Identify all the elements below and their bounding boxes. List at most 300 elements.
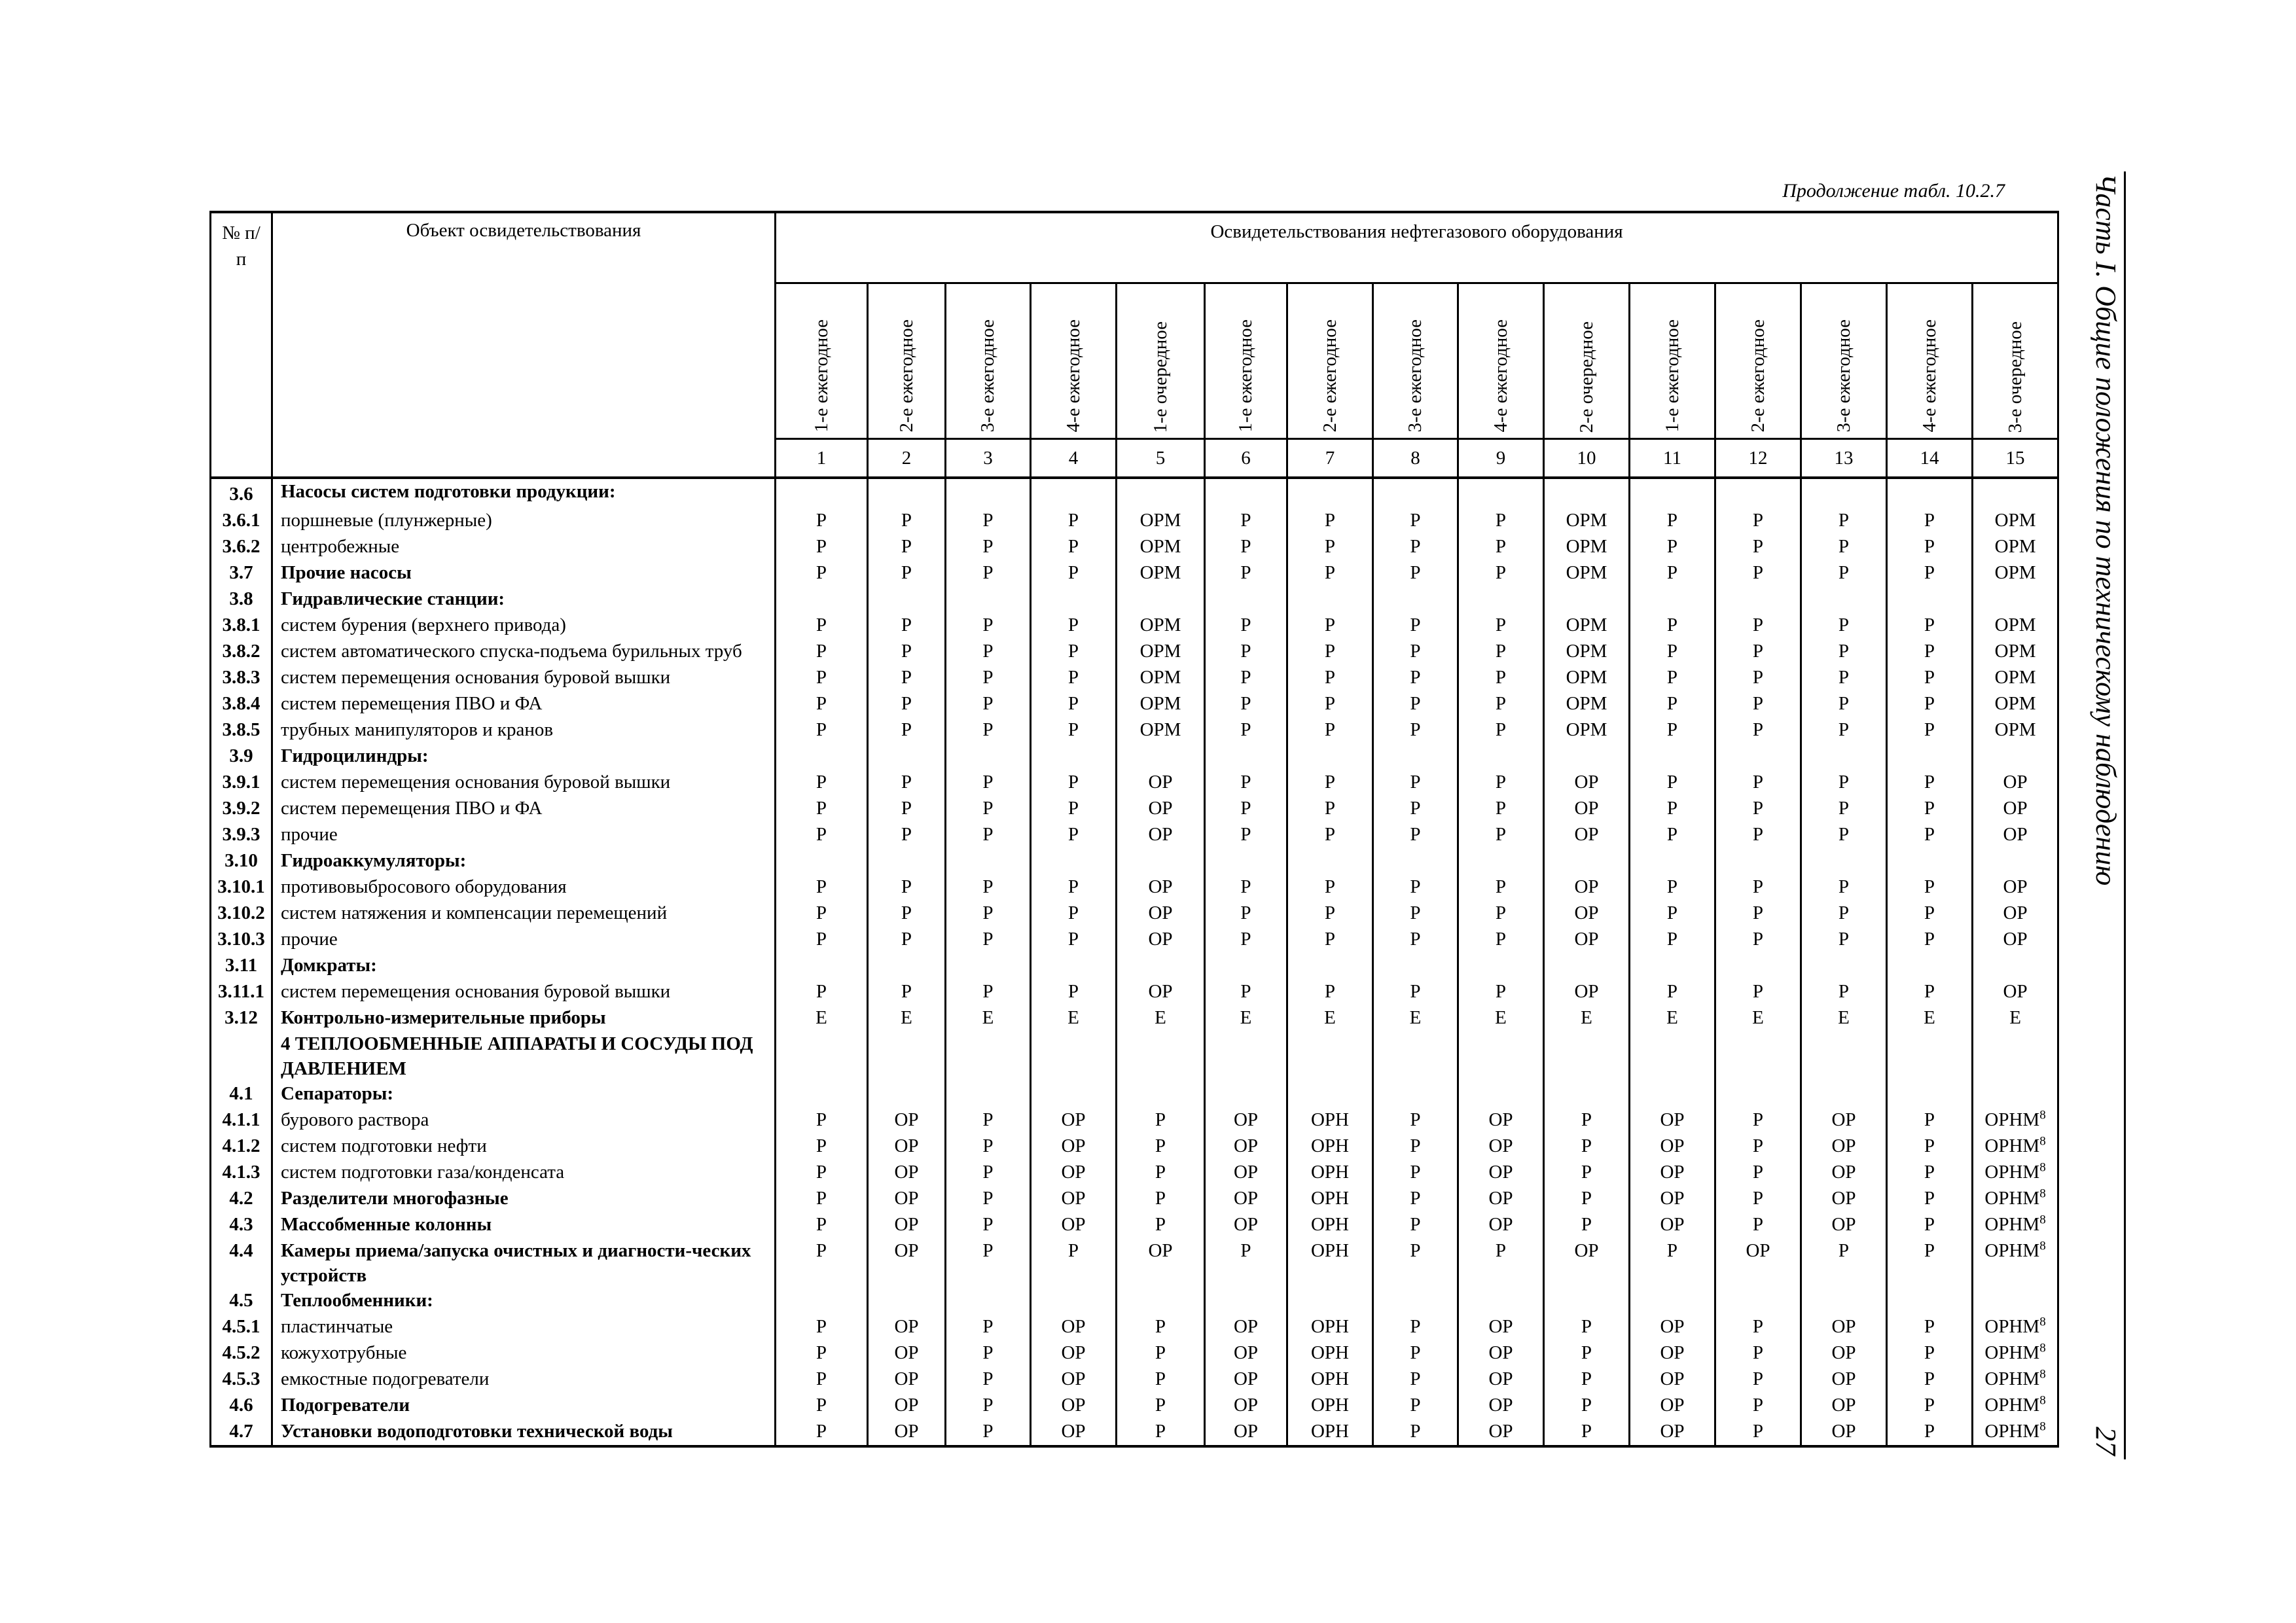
row-value: ОР: [1544, 1238, 1630, 1288]
row-value: ОР: [1544, 927, 1630, 953]
table-row: [211, 743, 2058, 770]
row-value: [1458, 1288, 1544, 1314]
row-value: Р: [1117, 1393, 1205, 1419]
row-value: [1887, 743, 1973, 770]
row-value: [1715, 478, 1801, 508]
row-value: Р: [1887, 717, 1973, 743]
row-value: Р: [1887, 665, 1973, 691]
table-row: [211, 560, 2058, 586]
row-value: [1287, 743, 1373, 770]
row-object: бурового раствора: [272, 1107, 776, 1133]
row-value: Р: [1715, 1133, 1801, 1160]
row-value: ОР: [1801, 1133, 1887, 1160]
row-value: Р: [776, 639, 868, 665]
row-value: Р: [868, 770, 946, 796]
row-value: Р: [946, 665, 1031, 691]
row-value: ОР: [1973, 901, 2058, 927]
row-value: [1031, 953, 1117, 979]
row-value: Р: [1205, 822, 1287, 848]
row-value: [1544, 1288, 1630, 1314]
row-value: [1458, 848, 1544, 874]
row-value: [1117, 743, 1205, 770]
row-value: ОРМ: [1973, 691, 2058, 717]
row-value: ОРМ: [1973, 639, 2058, 665]
row-value: ОР: [1117, 770, 1205, 796]
row-value: [868, 953, 946, 979]
row-value: Р: [1205, 691, 1287, 717]
row-value: [946, 953, 1031, 979]
row-value: [868, 1288, 946, 1314]
row-value: Р: [776, 901, 868, 927]
row-value: ОРН: [1287, 1314, 1373, 1340]
row-value: Р: [1031, 822, 1117, 848]
row-object: поршневые (плунжерные): [272, 508, 776, 534]
row-value: Р: [1715, 1160, 1801, 1186]
row-number: 4.5.1: [211, 1314, 272, 1340]
row-value: [868, 1081, 946, 1107]
row-value: Р: [1801, 927, 1887, 953]
row-number: 3.10.1: [211, 874, 272, 901]
row-object: Теплообменники:: [272, 1288, 776, 1314]
row-value: Р: [1205, 534, 1287, 560]
row-value: Р: [1801, 1238, 1887, 1288]
row-value: Р: [1887, 691, 1973, 717]
row-value: Р: [946, 534, 1031, 560]
row-value: Р: [776, 874, 868, 901]
row-value: ОР: [868, 1340, 946, 1366]
row-value: Р: [1458, 1238, 1544, 1288]
row-value: Р: [1117, 1212, 1205, 1238]
row-value: ОР: [1973, 770, 2058, 796]
row-value: [946, 743, 1031, 770]
row-value: Р: [1715, 1366, 1801, 1393]
row-value: Р: [868, 796, 946, 822]
table-row: [211, 822, 2058, 848]
row-value: ОР: [1205, 1393, 1287, 1419]
row-value: Р: [1544, 1366, 1630, 1393]
row-value: [1458, 1081, 1544, 1107]
row-value: [1801, 743, 1887, 770]
row-value: ОР: [1458, 1314, 1544, 1340]
row-value: Р: [1031, 639, 1117, 665]
row-object: систем перемещения основания буровой вышки: [272, 770, 776, 796]
row-value: Р: [776, 665, 868, 691]
row-value: ОРН: [1287, 1107, 1373, 1133]
row-value: Р: [1887, 1393, 1973, 1419]
row-value: ОР: [1117, 1238, 1205, 1288]
row-value: Р: [1117, 1186, 1205, 1212]
row-value: ОР: [1458, 1366, 1544, 1393]
row-value: Р: [1887, 874, 1973, 901]
row-value: Р: [1630, 691, 1715, 717]
row-value: Р: [946, 1133, 1031, 1160]
row-value: ОР: [1031, 1133, 1117, 1160]
table-row: [211, 1107, 2058, 1133]
row-value: [1801, 953, 1887, 979]
table-row: [211, 691, 2058, 717]
row-value: [1887, 586, 1973, 613]
row-object: систем автоматического спуска-подъема бурильных труб: [272, 639, 776, 665]
row-value: Р: [776, 1238, 868, 1288]
row-number: 4.1.1: [211, 1107, 272, 1133]
row-value: Р: [776, 1366, 868, 1393]
row-value: [1205, 586, 1287, 613]
table-row: [211, 1186, 2058, 1212]
row-value: Р: [868, 534, 946, 560]
row-value: ОР: [1031, 1160, 1117, 1186]
row-value: [1630, 586, 1715, 613]
row-value: [1973, 953, 2058, 979]
row-number: 4.7: [211, 1419, 272, 1446]
row-object: Гидроцилиндры:: [272, 743, 776, 770]
row-value: Р: [1287, 901, 1373, 927]
row-value: Р: [1287, 560, 1373, 586]
row-value: Р: [1373, 613, 1458, 639]
row-value: Р: [1887, 1419, 1973, 1446]
row-value: [1287, 953, 1373, 979]
row-value: Р: [1630, 1238, 1715, 1288]
row-value: [1544, 848, 1630, 874]
row-value: ОРНМ$^8$: [1973, 1340, 2058, 1366]
row-value: ОР: [1973, 874, 2058, 901]
row-value: ОР: [1458, 1393, 1544, 1419]
row-value: [1373, 1081, 1458, 1107]
row-value: Р: [1205, 874, 1287, 901]
row-object: противовыбросового оборудования: [272, 874, 776, 901]
row-value: ОР: [1801, 1160, 1887, 1186]
row-value: ОР: [1031, 1186, 1117, 1212]
row-value: Р: [776, 927, 868, 953]
row-value: Р: [1887, 1340, 1973, 1366]
row-value: Р: [868, 901, 946, 927]
row-value: ОРН: [1287, 1340, 1373, 1366]
row-value: Р: [1373, 822, 1458, 848]
row-value: [1801, 1081, 1887, 1107]
row-value: ОР: [868, 1393, 946, 1419]
row-value: Р: [1117, 1366, 1205, 1393]
row-value: Р: [1031, 560, 1117, 586]
row-value: Р: [1715, 1393, 1801, 1419]
row-value: Р: [1031, 613, 1117, 639]
row-value: ОРМ: [1544, 560, 1630, 586]
row-value: Р: [1373, 927, 1458, 953]
row-value: ОР: [1031, 1393, 1117, 1419]
row-value: [1887, 953, 1973, 979]
row-object: Домкраты:: [272, 953, 776, 979]
row-value: ОР: [1205, 1340, 1287, 1366]
row-value: Р: [1287, 691, 1373, 717]
row-value: Р: [1031, 927, 1117, 953]
row-value: ОР: [1458, 1419, 1544, 1446]
row-value: Р: [1887, 508, 1973, 534]
row-value: Р: [868, 927, 946, 953]
row-number: 3.9.2: [211, 796, 272, 822]
row-value: [946, 478, 1031, 508]
row-object: Установки водоподготовки технической воды: [272, 1419, 776, 1446]
row-value: Е: [1544, 1005, 1630, 1031]
row-value: Р: [1801, 770, 1887, 796]
column-header: 1-е очередное: [1117, 283, 1205, 439]
row-value: ОР: [1031, 1419, 1117, 1446]
row-value: [1801, 848, 1887, 874]
row-object: прочие: [272, 822, 776, 848]
footnote-mark: 8: [2039, 1186, 2046, 1201]
row-value: ОРН: [1287, 1366, 1373, 1393]
row-value: ОР: [1458, 1186, 1544, 1212]
row-value: Р: [1801, 822, 1887, 848]
row-value: Р: [1887, 770, 1973, 796]
row-value: Р: [1373, 1107, 1458, 1133]
table-row: [211, 1340, 2058, 1366]
row-value: [1287, 478, 1373, 508]
row-value: [1031, 848, 1117, 874]
row-value: Р: [1205, 927, 1287, 953]
table-row: [211, 874, 2058, 901]
row-value: Р: [1458, 796, 1544, 822]
row-value: [1801, 586, 1887, 613]
header-num: № п/п: [211, 212, 272, 478]
row-value: ОРН: [1287, 1160, 1373, 1186]
row-value: Е: [1287, 1005, 1373, 1031]
row-object: Гидроаккумуляторы:: [272, 848, 776, 874]
row-object: систем перемещения ПВО и ФА: [272, 691, 776, 717]
row-object: Прочие насосы: [272, 560, 776, 586]
row-value: ОР: [1544, 874, 1630, 901]
row-value: ОР: [1205, 1419, 1287, 1446]
row-value: Р: [1031, 770, 1117, 796]
row-value: ОР: [868, 1186, 946, 1212]
row-value: Р: [1715, 1186, 1801, 1212]
row-value: Р: [1373, 639, 1458, 665]
row-value: Р: [1887, 534, 1973, 560]
row-value: Р: [1287, 613, 1373, 639]
row-value: [1117, 1081, 1205, 1107]
row-value: Р: [1887, 560, 1973, 586]
table-row: [211, 1212, 2058, 1238]
table-row: [211, 1081, 2058, 1107]
table-row: [211, 1366, 2058, 1393]
row-number: 3.6: [211, 478, 272, 508]
row-object: Подогреватели: [272, 1393, 776, 1419]
row-value: [1373, 743, 1458, 770]
row-object: Гидравлические станции:: [272, 586, 776, 613]
row-value: ОР: [1801, 1314, 1887, 1340]
row-object: пластинчатые: [272, 1314, 776, 1340]
table-row: [211, 1160, 2058, 1186]
row-value: ОРМ: [1117, 508, 1205, 534]
row-value: ОР: [1117, 822, 1205, 848]
row-value: Р: [1373, 1133, 1458, 1160]
column-number: 1: [776, 439, 868, 478]
row-value: ОР: [1031, 1107, 1117, 1133]
row-value: ОР: [1630, 1314, 1715, 1340]
row-value: Р: [776, 691, 868, 717]
row-value: Р: [1544, 1212, 1630, 1238]
row-value: Р: [1373, 560, 1458, 586]
table-row: [211, 848, 2058, 874]
column-header: 3-е ежегодное: [1373, 283, 1458, 439]
row-value: [1973, 1081, 2058, 1107]
row-value: [1973, 848, 2058, 874]
row-value: Р: [1715, 1340, 1801, 1366]
table-row: [211, 1005, 2058, 1031]
column-number: 4: [1031, 439, 1117, 478]
row-value: [1630, 478, 1715, 508]
row-value: Е: [1458, 1005, 1544, 1031]
row-value: [1544, 1031, 1630, 1081]
row-value: [1887, 1031, 1973, 1081]
row-object: 4 ТЕПЛООБМЕННЫЕ АППАРАТЫ И СОСУДЫ ПОД ДАВЛЕНИЕМ: [272, 1031, 776, 1081]
row-value: Р: [868, 613, 946, 639]
row-value: Р: [946, 979, 1031, 1005]
row-value: ОР: [1544, 796, 1630, 822]
column-header: 2-е очередное: [1544, 283, 1630, 439]
column-number: 9: [1458, 439, 1544, 478]
row-value: Р: [1715, 979, 1801, 1005]
row-value: Р: [946, 691, 1031, 717]
row-value: ОР: [1801, 1393, 1887, 1419]
column-number: 2: [868, 439, 946, 478]
row-value: Р: [1373, 1340, 1458, 1366]
row-value: Е: [1801, 1005, 1887, 1031]
row-value: ОР: [1801, 1340, 1887, 1366]
row-value: Р: [776, 717, 868, 743]
row-value: ОР: [1205, 1186, 1287, 1212]
row-value: [1373, 586, 1458, 613]
table-row: [211, 927, 2058, 953]
row-value: [1544, 478, 1630, 508]
row-value: ОРМ: [1973, 560, 2058, 586]
row-value: Р: [946, 1314, 1031, 1340]
row-value: Р: [946, 1212, 1031, 1238]
row-value: Р: [776, 1393, 868, 1419]
row-object: систем натяжения и компенсации перемещений: [272, 901, 776, 927]
row-value: ОРМ: [1973, 717, 2058, 743]
row-value: [1205, 1288, 1287, 1314]
row-value: Р: [1630, 613, 1715, 639]
row-number: 4.6: [211, 1393, 272, 1419]
row-value: Р: [1801, 639, 1887, 665]
row-value: ОР: [868, 1419, 946, 1446]
row-value: ОРМ: [1544, 639, 1630, 665]
row-value: [1458, 743, 1544, 770]
row-value: Р: [1715, 560, 1801, 586]
footnote-mark: 8: [2039, 1315, 2046, 1329]
row-value: [1205, 743, 1287, 770]
row-number: 3.12: [211, 1005, 272, 1031]
column-number: 12: [1715, 439, 1801, 478]
row-object: систем подготовки газа/конденсата: [272, 1160, 776, 1186]
column-number: 6: [1205, 439, 1287, 478]
row-value: [1715, 1288, 1801, 1314]
row-value: Р: [946, 770, 1031, 796]
table-row: [211, 717, 2058, 743]
row-value: Р: [1031, 508, 1117, 534]
row-value: [776, 953, 868, 979]
row-value: ОРМ: [1117, 717, 1205, 743]
row-value: Р: [776, 1212, 868, 1238]
row-value: Р: [946, 796, 1031, 822]
row-value: Р: [1373, 1419, 1458, 1446]
row-object: Массобменные колонны: [272, 1212, 776, 1238]
row-value: Р: [776, 1419, 868, 1446]
row-value: Р: [946, 1340, 1031, 1366]
row-value: Р: [1887, 1186, 1973, 1212]
row-value: Р: [1715, 901, 1801, 927]
column-header: 1-е ежегодное: [1630, 283, 1715, 439]
column-number: 14: [1887, 439, 1973, 478]
row-value: [1458, 586, 1544, 613]
column-header: 1-е ежегодное: [1205, 283, 1287, 439]
row-value: Р: [1031, 874, 1117, 901]
row-value: Р: [776, 770, 868, 796]
table-row: [211, 770, 2058, 796]
row-value: Р: [1287, 665, 1373, 691]
row-value: ОР: [1630, 1160, 1715, 1186]
row-value: Р: [1630, 534, 1715, 560]
row-value: Р: [776, 822, 868, 848]
row-value: Р: [1287, 822, 1373, 848]
row-value: Р: [1887, 1133, 1973, 1160]
table-row: [211, 1238, 2058, 1288]
row-value: Р: [868, 691, 946, 717]
row-value: Р: [946, 560, 1031, 586]
row-value: Р: [1205, 770, 1287, 796]
row-value: Р: [1458, 770, 1544, 796]
row-value: [1287, 848, 1373, 874]
column-header: 2-е ежегодное: [868, 283, 946, 439]
footnote-mark: 8: [2039, 1419, 2046, 1434]
row-number: 3.8.2: [211, 639, 272, 665]
row-value: Р: [1031, 717, 1117, 743]
row-value: ОР: [1117, 901, 1205, 927]
row-value: ОР: [1630, 1186, 1715, 1212]
row-value: Р: [946, 1419, 1031, 1446]
row-number: 3.10.2: [211, 901, 272, 927]
row-value: [1630, 1288, 1715, 1314]
row-value: [868, 586, 946, 613]
row-value: Р: [1715, 508, 1801, 534]
row-value: Р: [1715, 691, 1801, 717]
table-row: [211, 1393, 2058, 1419]
table-row: [211, 796, 2058, 822]
row-object: Сепараторы:: [272, 1081, 776, 1107]
row-value: ОР: [868, 1314, 946, 1340]
column-header: 4-е ежегодное: [1887, 283, 1973, 439]
row-value: ОРМ: [1117, 665, 1205, 691]
row-value: Р: [1715, 874, 1801, 901]
row-value: ОР: [1205, 1133, 1287, 1160]
row-value: Р: [1287, 874, 1373, 901]
row-value: [1031, 1288, 1117, 1314]
row-value: ОР: [1630, 1419, 1715, 1446]
row-number: 4.5.3: [211, 1366, 272, 1393]
row-value: Р: [1458, 717, 1544, 743]
row-object: Насосы систем подготовки продукции:: [272, 478, 776, 508]
header-group: Освидетельствования нефтегазового оборудования: [776, 212, 2058, 283]
row-value: Р: [1458, 901, 1544, 927]
row-value: ОРН: [1287, 1186, 1373, 1212]
row-value: Р: [1458, 508, 1544, 534]
row-value: Р: [1458, 665, 1544, 691]
footnote-mark: 8: [2039, 1213, 2046, 1227]
row-value: Р: [1801, 508, 1887, 534]
row-value: Р: [1887, 979, 1973, 1005]
row-value: Р: [1630, 639, 1715, 665]
row-number: 4.4: [211, 1238, 272, 1288]
row-value: ОР: [1031, 1212, 1117, 1238]
column-number: 8: [1373, 439, 1458, 478]
